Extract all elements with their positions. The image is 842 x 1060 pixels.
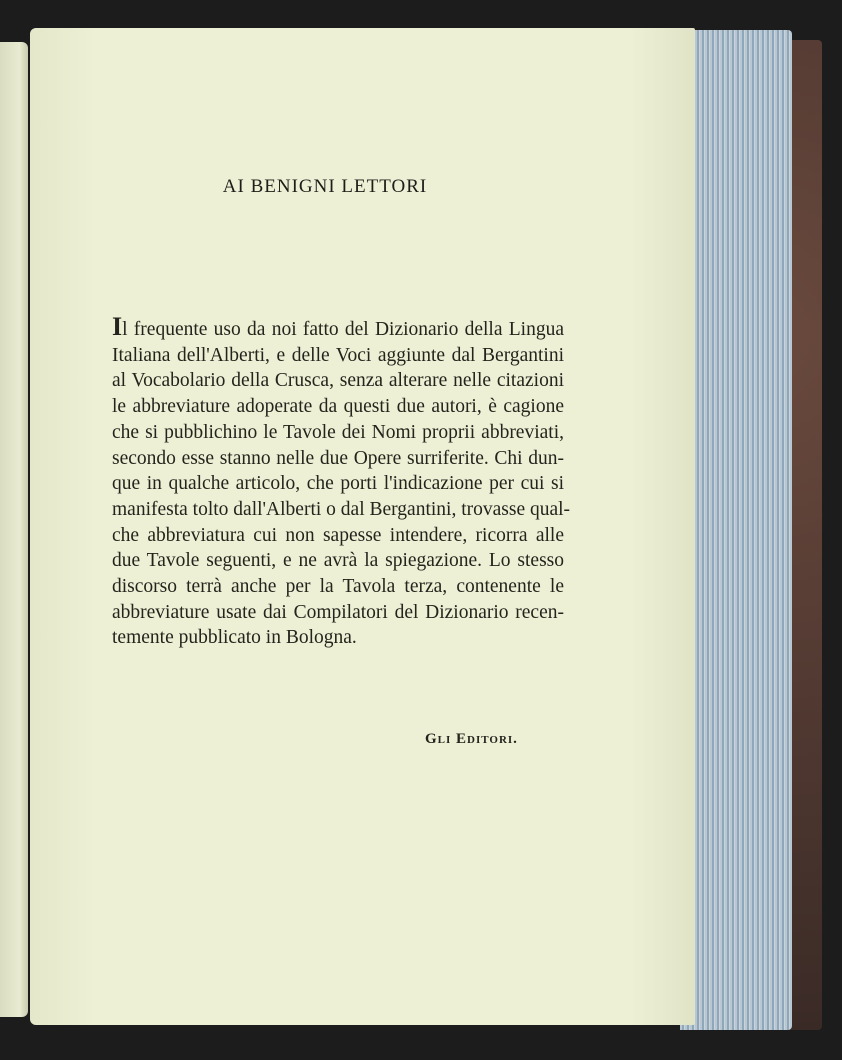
text-line: que in qualche articolo, che porti l'indicazione per cui si <box>112 473 564 495</box>
page-edges <box>680 30 792 1030</box>
text-line: due Tavole seguenti, e ne avrà la spiegazione. Lo stesso <box>112 550 564 572</box>
text-line: abbreviature usate dai Compilatori del Dizionario recen- <box>112 601 564 623</box>
text-line: le abbreviature adoperate da questi due autori, è cagione <box>112 396 564 418</box>
signature: Gli Editori. <box>425 731 518 747</box>
book-page <box>30 28 695 1025</box>
facing-page-edge <box>0 42 28 1017</box>
text-line: che si pubblichino le Tavole dei Nomi proprii abbreviati, <box>112 421 564 443</box>
line-text: l frequente uso da noi fatto del Dizionario della Lingua <box>122 319 564 340</box>
text-line: secondo esse stanno nelle due Opere surriferite. Chi dun- <box>112 447 564 469</box>
body-text <box>112 312 571 651</box>
text-line: temente pubblicato in Bologna. <box>112 627 357 649</box>
page-title: AI BENIGNI LETTORI <box>222 176 428 197</box>
text-line: manifesta tolto dall'Alberti o dal Bergantini, trovasse qual- <box>112 498 571 520</box>
text-line: al Vocabolario della Crusca, senza alterare nelle citazioni <box>112 370 564 392</box>
drop-cap: I <box>112 312 123 341</box>
text-line: che abbreviatura cui non sapesse intendere, ricorra alle <box>112 524 564 546</box>
text-line: Italiana dell'Alberti, e delle Voci aggiunte dal Bergantini <box>112 344 564 366</box>
text-line: discorso terrà anche per la Tavola terza, contenente le <box>112 576 564 598</box>
text-line <box>112 314 564 343</box>
